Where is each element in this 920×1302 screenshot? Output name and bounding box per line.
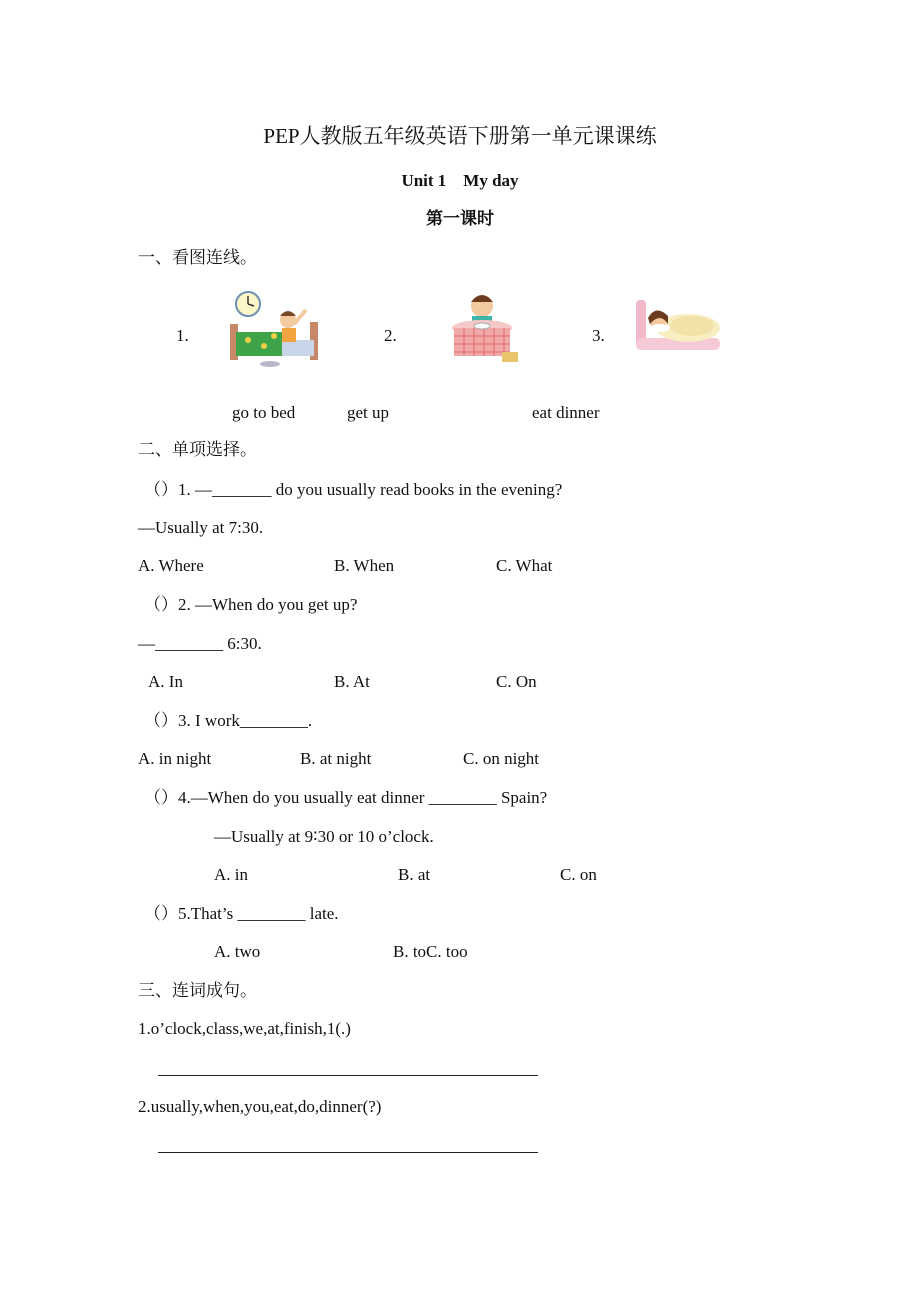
- section3-heading: 三、连词成句。: [138, 981, 257, 1000]
- question-4-option-c: C. on: [560, 865, 597, 884]
- question-4-stem: （）4.—When do you usually eat dinner ________ Spain?: [144, 788, 548, 807]
- question-1-option-b: B. When: [334, 556, 395, 575]
- picture-number-1: 1.: [176, 326, 189, 345]
- question-2-answer: —________ 6:30.: [138, 634, 262, 653]
- question-1-stem: （）1. —_______ do you usually read books in the evening?: [144, 480, 563, 499]
- question-1-answer: —Usually at 7:30.: [138, 518, 264, 537]
- phrase-get-up: get up: [347, 403, 390, 422]
- eating-at-table-picture: [444, 288, 526, 370]
- question-5-option-a: A. two: [214, 942, 261, 961]
- picture-number-3: 3.: [592, 326, 605, 345]
- answer-line-1[interactable]: [158, 1075, 538, 1076]
- sentence-item-2: 2.usually,when,you,eat,do,dinner(?): [138, 1097, 382, 1116]
- wake-up-in-bed-picture: [226, 288, 322, 370]
- question-4-option-a: A. in: [214, 865, 248, 884]
- section1-heading: 一、看图连线。: [138, 248, 257, 267]
- question-3-option-b: B. at night: [300, 749, 372, 768]
- answer-line-2[interactable]: [158, 1152, 538, 1153]
- question-2-stem: （）2. —When do you get up?: [144, 595, 358, 614]
- question-2-option-a: A. In: [148, 672, 183, 691]
- question-2-option-c: C. On: [496, 672, 537, 691]
- page-title: PEP人教版五年级英语下册第一单元课课练: [263, 124, 657, 148]
- unit-title: Unit 1 My day: [401, 171, 519, 190]
- phrase-eat-dinner: eat dinner: [532, 403, 600, 422]
- question-3-stem: （）3. I work________.: [144, 711, 313, 730]
- lesson-title: 第一课时: [426, 209, 494, 228]
- question-3-option-a: A. in night: [138, 749, 212, 768]
- picture-number-2: 2.: [384, 326, 397, 345]
- question-4-option-b: B. at: [398, 865, 431, 884]
- question-5-option-bc: B. toC. too: [393, 942, 468, 961]
- phrase-go-to-bed: go to bed: [232, 403, 296, 422]
- sleeping-in-bed-picture: [632, 282, 726, 362]
- question-5-stem: （）5.That’s ________ late.: [144, 904, 339, 923]
- question-2-option-b: B. At: [334, 672, 370, 691]
- question-1-option-c: C. What: [496, 556, 553, 575]
- question-4-answer: —Usually at 9∶30 or 10 o’clock.: [214, 827, 434, 846]
- section2-heading: 二、单项选择。: [138, 440, 257, 459]
- question-3-option-c: C. on night: [463, 749, 540, 768]
- sentence-item-1: 1.o’clock,class,we,at,finish,1(.): [138, 1019, 351, 1038]
- question-1-option-a: A. Where: [138, 556, 204, 575]
